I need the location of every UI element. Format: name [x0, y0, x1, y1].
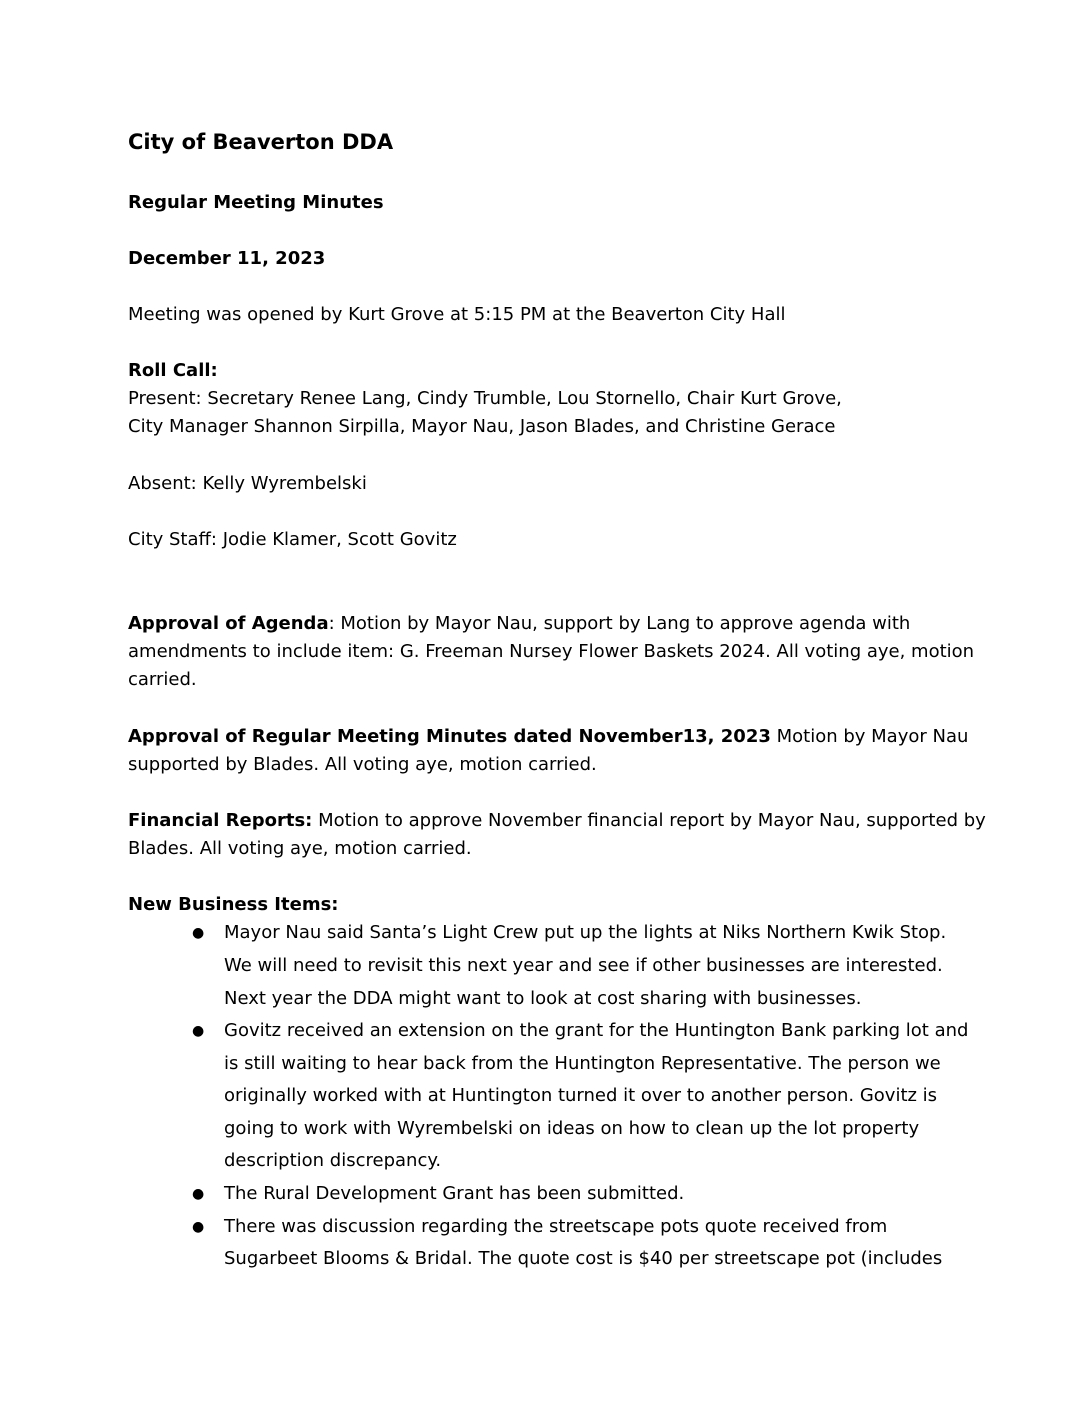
city-staff-list: City Staff: Jodie Klamer, Scott Govitz: [128, 529, 457, 550]
agenda-approval-line-3: carried.: [128, 669, 197, 690]
list-item-3-line-1: The Rural Development Grant has been submitted.: [224, 1183, 685, 1204]
list-item-1-line-2: We will need to revisit this next year and see if other businesses are interested.: [224, 955, 943, 976]
list-item-4-line-1: There was discussion regarding the streetscape pots quote received from: [224, 1216, 888, 1237]
new-business-heading: New Business Items:: [128, 894, 339, 915]
list-item-2-line-1: Govitz received an extension on the grant for the Huntington Bank parking lot and: [224, 1020, 969, 1041]
list-item-2-line-5: description discrepancy.: [224, 1150, 442, 1171]
list-item-1-line-1: Mayor Nau said Santa’s Light Crew put up the lights at Niks Northern Kwik Stop.: [224, 922, 947, 943]
minutes-approval-text: Motion by Mayor Nau: [770, 726, 969, 747]
agenda-approval-line-2: amendments to include item: G. Freeman Nursey Flower Baskets 2024. All voting aye, motion: [128, 641, 975, 662]
present-list-line-1: Present: Secretary Renee Lang, Cindy Trumble, Lou Stornello, Chair Kurt Grove,: [128, 388, 842, 409]
agenda-approval-line-1: [128, 612, 910, 636]
document-title: City of Beaverton DDA: [128, 130, 394, 154]
bullet-icon: ●: [192, 1186, 205, 1202]
financial-reports-line-1: [128, 809, 986, 833]
list-item-4-line-2: Sugarbeet Blooms & Bridal. The quote cost is $40 per streetscape pot (includes: [224, 1248, 943, 1269]
opening-statement: Meeting was opened by Kurt Grove at 5:15 PM at the Beaverton City Hall: [128, 304, 786, 325]
minutes-approval-line-1: [128, 725, 968, 749]
bullet-icon: ●: [192, 925, 205, 941]
agenda-approval-label: Approval of Agenda: [128, 613, 329, 634]
bullet-icon: ●: [192, 1219, 205, 1235]
absent-list: Absent: Kelly Wyrembelski: [128, 473, 367, 494]
financial-reports-label: Financial Reports:: [128, 810, 313, 831]
meeting-date: December 11, 2023: [128, 248, 326, 269]
financial-reports-text: Motion to approve November financial report by Mayor Nau, supported by: [312, 810, 986, 831]
list-item-2-line-2: is still waiting to hear back from the Huntington Representative. The person we: [224, 1053, 941, 1074]
document-subtitle: Regular Meeting Minutes: [128, 192, 384, 213]
bullet-icon: ●: [192, 1023, 205, 1039]
financial-reports-line-2: Blades. All voting aye, motion carried.: [128, 838, 472, 859]
present-list-line-2: City Manager Shannon Sirpilla, Mayor Nau, Jason Blades, and Christine Gerace: [128, 416, 836, 437]
roll-call-heading: Roll Call:: [128, 360, 218, 381]
agenda-approval-text: : Motion by Mayor Nau, support by Lang to approve agenda with: [328, 613, 911, 634]
list-item-1-line-3: Next year the DDA might want to look at cost sharing with businesses.: [224, 988, 862, 1009]
list-item-2-line-4: going to work with Wyrembelski on ideas on how to clean up the lot property: [224, 1118, 920, 1139]
list-item-2-line-3: originally worked with at Huntington turned it over to another person. Govitz is: [224, 1085, 938, 1106]
minutes-approval-label: Approval of Regular Meeting Minutes dated November13, 2023: [128, 726, 771, 747]
minutes-approval-line-2: supported by Blades. All voting aye, motion carried.: [128, 754, 597, 775]
